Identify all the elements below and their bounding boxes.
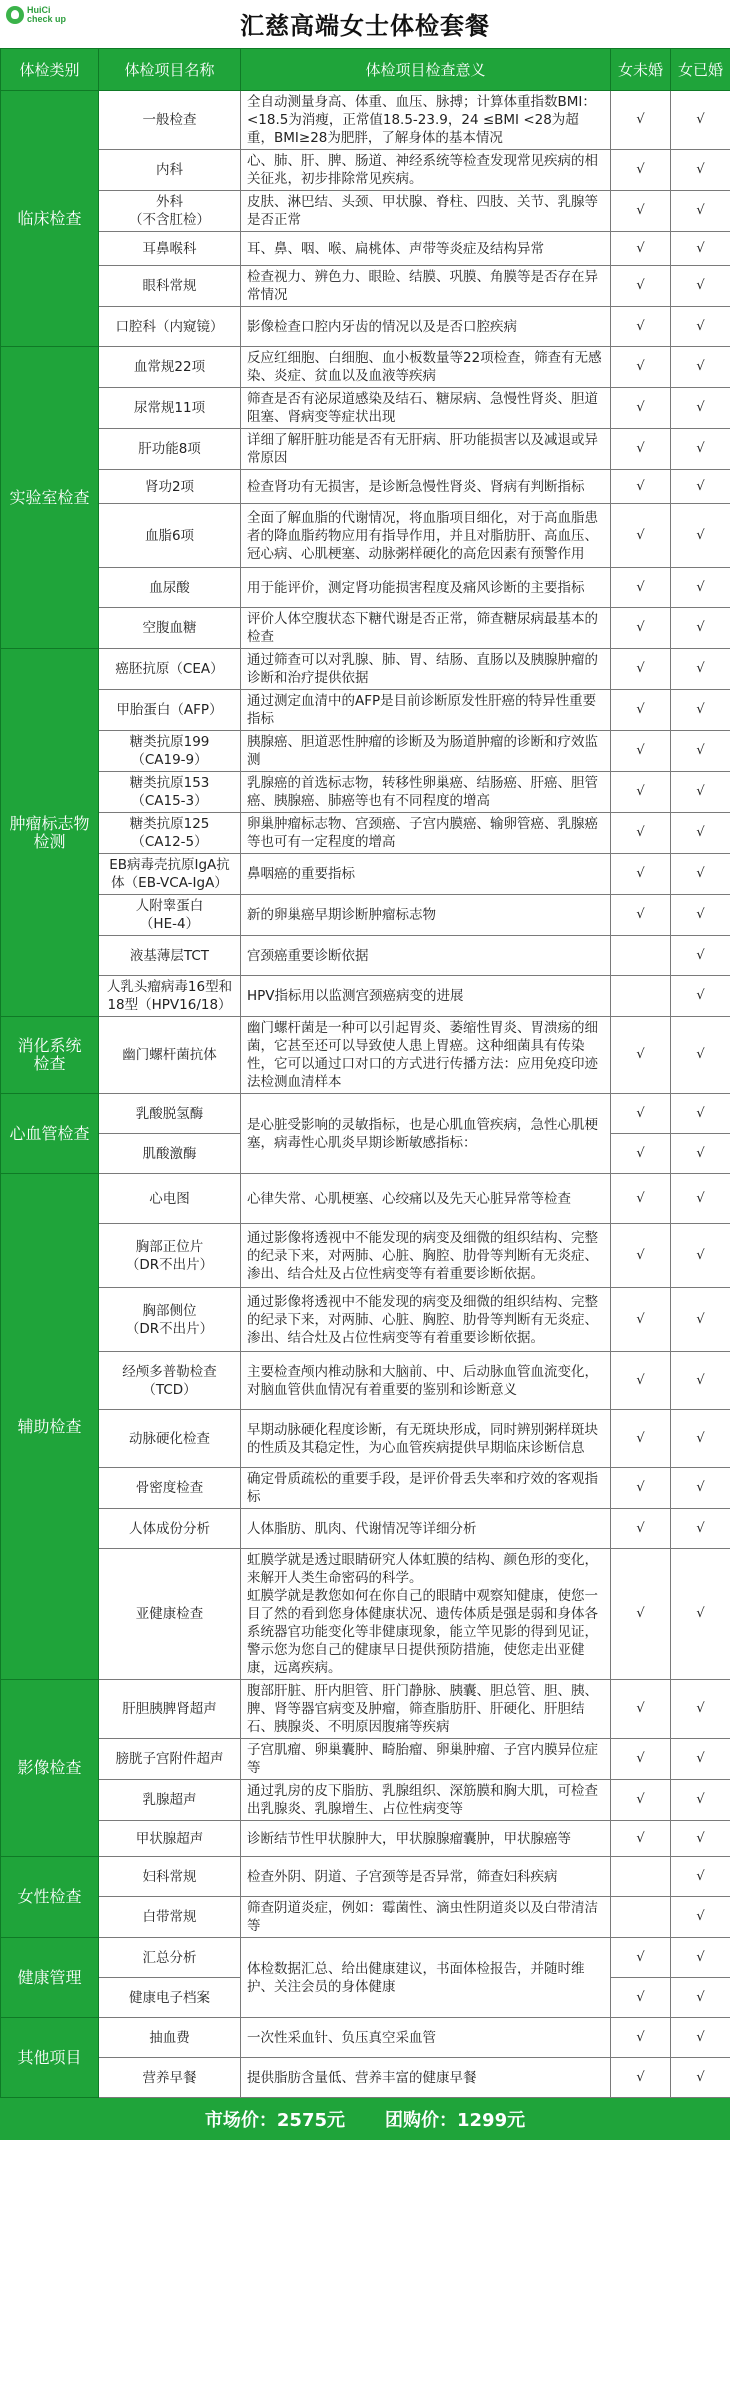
table-row [1, 1680, 730, 1739]
married-check-cell: √ [671, 1857, 730, 1897]
unmarried-check-cell: √ [611, 1780, 671, 1821]
unmarried-check-cell: √ [611, 1288, 671, 1352]
unmarried-check-cell: √ [611, 1978, 671, 2018]
married-check-cell: √ [671, 1938, 730, 1978]
married-check-cell: √ [671, 470, 730, 504]
item-description-cell: 筛查是否有泌尿道感染及结石、糖尿病、急慢性肾炎、胆道阻塞、肾病变等症状出现 [241, 388, 611, 429]
table-row [1, 1780, 730, 1821]
item-name-cell: 血脂6项 [99, 504, 241, 568]
item-name-cell: 口腔科（内窥镜） [99, 307, 241, 347]
item-name-cell: 营养早餐 [99, 2058, 241, 2098]
unmarried-check-cell: √ [611, 347, 671, 388]
item-description-cell: 全面了解血脂的代谢情况，将血脂项目细化，对于高血脂患者的降血脂药物应用有指导作用，并且对脂肪肝、高血压、冠心病、心肌梗塞、动脉粥样硬化的高危因素有预警作用 [241, 504, 611, 568]
item-description-cell: 通过影像将透视中不能发现的病变及细微的组织结构、完整的纪录下来，对两肺、心脏、胸腔、肋骨等判断有无炎症、渗出、结合灶及占位性病变等有着重要诊断依据。 [241, 1224, 611, 1288]
header [0, 0, 730, 48]
item-description-cell: 鼻咽癌的重要指标 [241, 854, 611, 895]
married-check-cell: √ [671, 2058, 730, 2098]
unmarried-check-cell: √ [611, 1680, 671, 1739]
item-description-cell: 通过筛查可以对乳腺、肺、胃、结肠、直肠以及胰腺肿瘤的诊断和治疗提供依据 [241, 649, 611, 690]
item-name-cell: 汇总分析 [99, 1938, 241, 1978]
item-description-cell: 检查外阴、阴道、子宫颈等是否异常，筛查妇科疾病 [241, 1857, 611, 1897]
married-check-cell: √ [671, 895, 730, 936]
table-row [1, 568, 730, 608]
married-check-cell: √ [671, 347, 730, 388]
unmarried-check-cell [611, 936, 671, 976]
table-row [1, 1897, 730, 1938]
col-header-category: 体检类别 [1, 49, 99, 91]
item-name-cell: 眼科常规 [99, 266, 241, 307]
item-name-cell: 空腹血糖 [99, 608, 241, 649]
married-check-cell: √ [671, 1288, 730, 1352]
married-check-cell: √ [671, 1739, 730, 1780]
item-description-cell: 反应红细胞、白细胞、血小板数量等22项检查，筛查有无感染、炎症、贫血以及血液等疾病 [241, 347, 611, 388]
checkup-table [0, 48, 730, 2098]
table-row [1, 1739, 730, 1780]
item-name-cell: 尿常规11项 [99, 388, 241, 429]
table-row [1, 1857, 730, 1897]
table-row [1, 266, 730, 307]
unmarried-check-cell: √ [611, 895, 671, 936]
table-row [1, 690, 730, 731]
category-cell: 影像检查 [1, 1680, 99, 1857]
market-price: 市场价：2575元 [204, 2110, 345, 2131]
married-check-cell: √ [671, 649, 730, 690]
table-row [1, 772, 730, 813]
married-check-cell: √ [671, 1174, 730, 1224]
table-row [1, 470, 730, 504]
item-name-cell: 幽门螺杆菌抗体 [99, 1017, 241, 1094]
unmarried-check-cell: √ [611, 150, 671, 191]
item-description-cell: 主要检查颅内椎动脉和大脑前、中、后动脉血管血流变化，对脑血管供血情况有着重要的鉴别和诊断意义 [241, 1352, 611, 1410]
table-row [1, 1821, 730, 1857]
item-name-cell: 骨密度检查 [99, 1468, 241, 1509]
item-name-cell: 肾功2项 [99, 470, 241, 504]
item-description-cell: 宫颈癌重要诊断依据 [241, 936, 611, 976]
item-description-cell: 详细了解肝脏功能是否有无肝病、肝功能损害以及减退或异常原因 [241, 429, 611, 470]
item-name-cell: 癌胚抗原（CEA） [99, 649, 241, 690]
unmarried-check-cell: √ [611, 91, 671, 150]
unmarried-check-cell: √ [611, 1410, 671, 1468]
item-description-cell: 乳腺癌的首选标志物，转移性卵巢癌、结肠癌、肝癌、胆管癌、胰腺癌、肺癌等也有不同程度的增高 [241, 772, 611, 813]
table-row [1, 347, 730, 388]
married-check-cell: √ [671, 813, 730, 854]
unmarried-check-cell: √ [611, 1739, 671, 1780]
table-row [1, 976, 730, 1017]
unmarried-check-cell: √ [611, 772, 671, 813]
table-row [1, 1938, 730, 1978]
item-description-cell: 人体脂肪、肌肉、代谢情况等详细分析 [241, 1509, 611, 1549]
unmarried-check-cell: √ [611, 608, 671, 649]
table-row [1, 895, 730, 936]
item-name-cell: 经颅多普勒检查 （TCD） [99, 1352, 241, 1410]
married-check-cell: √ [671, 266, 730, 307]
item-name-cell: 乳酸脱氢酶 [99, 1094, 241, 1134]
item-description-cell: 筛查阴道炎症，例如：霉菌性、滴虫性阴道炎以及白带清洁等 [241, 1897, 611, 1938]
table-row [1, 936, 730, 976]
unmarried-check-cell: √ [611, 854, 671, 895]
item-description-cell: HPV指标用以监测宫颈癌病变的进展 [241, 976, 611, 1017]
item-description-cell: 检查视力、辨色力、眼睑、结膜、巩膜、角膜等是否存在异常情况 [241, 266, 611, 307]
logo-line2: check up [27, 14, 67, 24]
item-name-cell: 人体成份分析 [99, 1509, 241, 1549]
category-cell: 实验室检查 [1, 347, 99, 649]
married-check-cell: √ [671, 1352, 730, 1410]
item-name-cell: 糖类抗原153 （CA15-3） [99, 772, 241, 813]
unmarried-check-cell: √ [611, 2058, 671, 2098]
item-name-cell: 妇科常规 [99, 1857, 241, 1897]
unmarried-check-cell: √ [611, 307, 671, 347]
price-footer [0, 2098, 730, 2140]
item-description-cell: 诊断结节性甲状腺肿大，甲状腺腺瘤囊肿，甲状腺癌等 [241, 1821, 611, 1857]
married-check-cell: √ [671, 1094, 730, 1134]
table-row [1, 1549, 730, 1680]
unmarried-check-cell: √ [611, 1224, 671, 1288]
married-check-cell: √ [671, 1134, 730, 1174]
unmarried-check-cell: √ [611, 266, 671, 307]
table-row [1, 388, 730, 429]
col-header-description: 体检项目检查意义 [241, 49, 611, 91]
unmarried-check-cell: √ [611, 813, 671, 854]
item-name-cell: 人附睾蛋白 （HE-4） [99, 895, 241, 936]
married-check-cell: √ [671, 307, 730, 347]
married-check-cell: √ [671, 504, 730, 568]
unmarried-check-cell: √ [611, 470, 671, 504]
item-name-cell: 甲胎蛋白（AFP） [99, 690, 241, 731]
item-description-cell: 全自动测量身高、体重、血压、脉搏；计算体重指数BMI：<18.5为消瘦，正常值18.5-23.9，24 ≤BMI <28为超重，BMI≥28为肥胖，了解身体的基本情况 [241, 91, 611, 150]
table-row [1, 232, 730, 266]
item-description-cell: 腹部肝脏、肝内胆管、肝门静脉、胰囊、胆总管、胆、胰、脾、肾等器官病变及肿瘤，筛查脂肪肝、肝硬化、肝胆结石、胰腺炎、不明原因腹痛等疾病 [241, 1680, 611, 1739]
item-name-cell: 亚健康检查 [99, 1549, 241, 1680]
unmarried-check-cell: √ [611, 1174, 671, 1224]
table-row [1, 1094, 730, 1134]
married-check-cell: √ [671, 2018, 730, 2058]
item-description-cell: 确定骨质疏松的重要手段，是评价骨丢失率和疗效的客观指标 [241, 1468, 611, 1509]
item-description-cell: 幽门螺杆菌是一种可以引起胃炎、萎缩性胃炎、胃溃疡的细菌，它甚至还可以导致使人患上胃癌。这种细菌具有传染性，它可以通过口对口的方式进行传播方法：应用免疫印迹法检测血清样本 [241, 1017, 611, 1094]
married-check-cell: √ [671, 568, 730, 608]
married-check-cell: √ [671, 150, 730, 191]
married-check-cell: √ [671, 429, 730, 470]
table-row [1, 307, 730, 347]
item-name-cell: 肝胆胰脾肾超声 [99, 1680, 241, 1739]
item-name-cell: 内科 [99, 150, 241, 191]
married-check-cell: √ [671, 1680, 730, 1739]
table-row [1, 1509, 730, 1549]
married-check-cell: √ [671, 191, 730, 232]
category-cell: 肿瘤标志物 检测 [1, 649, 99, 1017]
table-row [1, 1288, 730, 1352]
married-check-cell: √ [671, 1821, 730, 1857]
item-name-cell: 耳鼻喉科 [99, 232, 241, 266]
unmarried-check-cell: √ [611, 1509, 671, 1549]
unmarried-check-cell: √ [611, 568, 671, 608]
unmarried-check-cell: √ [611, 1468, 671, 1509]
married-check-cell: √ [671, 232, 730, 266]
item-description-cell: 是心脏受影响的灵敏指标，也是心肌血管疾病，急性心肌梗塞，病毒性心肌炎早期诊断敏感指标： [241, 1094, 611, 1174]
item-name-cell: 人乳头瘤病毒16型和18型（HPV16/18） [99, 976, 241, 1017]
table-row [1, 649, 730, 690]
item-description-cell: 胰腺癌、胆道恶性肿瘤的诊断及为肠道肿瘤的诊断和疗效监测 [241, 731, 611, 772]
unmarried-check-cell: √ [611, 1352, 671, 1410]
unmarried-check-cell: √ [611, 1549, 671, 1680]
item-description-cell: 卵巢肿瘤标志物、宫颈癌、子宫内膜癌、输卵管癌、乳腺癌等也可有一定程度的增高 [241, 813, 611, 854]
item-name-cell: 一般检查 [99, 91, 241, 150]
item-name-cell: 心电图 [99, 1174, 241, 1224]
category-cell: 健康管理 [1, 1938, 99, 2018]
item-description-cell: 检查肾功有无损害，是诊断急慢性肾炎、肾病有判断指标 [241, 470, 611, 504]
table-row [1, 1352, 730, 1410]
col-header-married: 女已婚 [671, 49, 730, 91]
married-check-cell: √ [671, 976, 730, 1017]
unmarried-check-cell: √ [611, 191, 671, 232]
table-row [1, 1224, 730, 1288]
item-description-cell: 新的卵巢癌早期诊断肿瘤标志物 [241, 895, 611, 936]
married-check-cell: √ [671, 1780, 730, 1821]
item-name-cell: 乳腺超声 [99, 1780, 241, 1821]
col-header-unmarried: 女未婚 [611, 49, 671, 91]
table-row [1, 504, 730, 568]
group-price: 团购价：1299元 [385, 2110, 526, 2131]
item-name-cell: 健康电子档案 [99, 1978, 241, 2018]
table-row [1, 91, 730, 150]
item-description-cell: 虹膜学就是透过眼睛研究人体虹膜的结构、颜色形的变化，来解开人类生命密码的科学。 虹膜学就是教您如何在你自己的眼睛中观察知健康，使您一目了然的看到您身体健康状况、遗传体质是强是弱和身体各系统器官功能变化等非健康现象，能立竿见影的得到见证，警示您为您自己的健康早日提供预防措施，使您走出亚健康，远离疾病。 [241, 1549, 611, 1680]
table-row [1, 150, 730, 191]
item-description-cell: 早期动脉硬化程度诊断，有无斑块形成，同时辨别粥样斑块的性质及其稳定性，为心血管疾病提供早期临床诊断信息 [241, 1410, 611, 1468]
item-name-cell: 外科 （不含肛检） [99, 191, 241, 232]
item-description-cell: 提供脂肪含量低、营养丰富的健康早餐 [241, 2058, 611, 2098]
married-check-cell: √ [671, 731, 730, 772]
category-cell: 消化系统 检查 [1, 1017, 99, 1094]
item-name-cell: 膀胱子宫附件超声 [99, 1739, 241, 1780]
unmarried-check-cell: √ [611, 731, 671, 772]
married-check-cell: √ [671, 91, 730, 150]
item-name-cell: 甲状腺超声 [99, 1821, 241, 1857]
unmarried-check-cell [611, 1897, 671, 1938]
married-check-cell: √ [671, 1224, 730, 1288]
table-row [1, 1410, 730, 1468]
item-name-cell: 肝功能8项 [99, 429, 241, 470]
item-name-cell: 白带常规 [99, 1897, 241, 1938]
table-header-row [1, 49, 730, 91]
married-check-cell: √ [671, 608, 730, 649]
item-description-cell: 一次性采血针、负压真空采血管 [241, 2018, 611, 2058]
unmarried-check-cell [611, 1857, 671, 1897]
table-row [1, 813, 730, 854]
item-description-cell: 评价人体空腹状态下糖代谢是否正常，筛查糖尿病最基本的检查 [241, 608, 611, 649]
unmarried-check-cell: √ [611, 388, 671, 429]
married-check-cell: √ [671, 1017, 730, 1094]
item-description-cell: 用于能评价，测定肾功能损害程度及痛风诊断的主要指标 [241, 568, 611, 608]
married-check-cell: √ [671, 1549, 730, 1680]
item-name-cell: 液基薄层TCT [99, 936, 241, 976]
item-name-cell: 糖类抗原125 （CA12-5） [99, 813, 241, 854]
item-name-cell: EB病毒壳抗原IgA抗体（EB-VCA-IgA） [99, 854, 241, 895]
table-row [1, 2018, 730, 2058]
table-row [1, 1017, 730, 1094]
item-description-cell: 体检数据汇总、给出健康建议，书面体检报告，并随时维护、关注会员的身体健康 [241, 1938, 611, 2018]
married-check-cell: √ [671, 1897, 730, 1938]
page-title: 汇慈高端女士体检套餐 [240, 12, 490, 40]
unmarried-check-cell: √ [611, 504, 671, 568]
married-check-cell: √ [671, 936, 730, 976]
unmarried-check-cell: √ [611, 1017, 671, 1094]
table-row [1, 191, 730, 232]
married-check-cell: √ [671, 1468, 730, 1509]
item-description-cell: 影像检查口腔内牙齿的情况以及是否口腔疾病 [241, 307, 611, 347]
table-row [1, 1174, 730, 1224]
unmarried-check-cell: √ [611, 1938, 671, 1978]
married-check-cell: √ [671, 388, 730, 429]
item-description-cell: 心律失常、心肌梗塞、心绞痛以及先天心脏异常等检查 [241, 1174, 611, 1224]
table-row [1, 1468, 730, 1509]
unmarried-check-cell: √ [611, 690, 671, 731]
unmarried-check-cell: √ [611, 429, 671, 470]
item-description-cell: 通过影像将透视中不能发现的病变及细微的组织结构、完整的纪录下来，对两肺、心脏、胸腔、肋骨等判断有无炎症、渗出、结合灶及占位性病变等有着重要诊断依据。 [241, 1288, 611, 1352]
unmarried-check-cell: √ [611, 649, 671, 690]
item-name-cell: 血常规22项 [99, 347, 241, 388]
unmarried-check-cell: √ [611, 1134, 671, 1174]
item-description-cell: 子宫肌瘤、卵巢囊肿、畸胎瘤、卵巢肿瘤、子宫内膜异位症等 [241, 1739, 611, 1780]
category-cell: 心血管检查 [1, 1094, 99, 1174]
item-description-cell: 通过测定血清中的AFP是目前诊断原发性肝癌的特异性重要指标 [241, 690, 611, 731]
category-cell: 临床检查 [1, 91, 99, 347]
col-header-item: 体检项目名称 [99, 49, 241, 91]
category-cell: 女性检查 [1, 1857, 99, 1938]
unmarried-check-cell: √ [611, 1094, 671, 1134]
married-check-cell: √ [671, 1410, 730, 1468]
unmarried-check-cell [611, 976, 671, 1017]
item-description-cell: 皮肤、淋巴结、头颈、甲状腺、脊柱、四肢、关节、乳腺等是否正常 [241, 191, 611, 232]
item-description-cell: 通过乳房的皮下脂肪、乳腺组织、深筋膜和胸大肌，可检查出乳腺炎、乳腺增生、占位性病变等 [241, 1780, 611, 1821]
married-check-cell: √ [671, 772, 730, 813]
category-cell: 其他项目 [1, 2018, 99, 2098]
table-row [1, 2058, 730, 2098]
unmarried-check-cell: √ [611, 1821, 671, 1857]
category-cell: 辅助检查 [1, 1174, 99, 1680]
item-name-cell: 胸部正位片 （DR不出片） [99, 1224, 241, 1288]
item-name-cell: 血尿酸 [99, 568, 241, 608]
logo-line1: HuiCi [27, 5, 51, 15]
item-description-cell: 耳、鼻、咽、喉、扁桃体、声带等炎症及结构异常 [241, 232, 611, 266]
married-check-cell: √ [671, 1978, 730, 2018]
item-name-cell: 抽血费 [99, 2018, 241, 2058]
unmarried-check-cell: √ [611, 232, 671, 266]
item-name-cell: 糖类抗原199 （CA19-9） [99, 731, 241, 772]
item-name-cell: 胸部侧位 （DR不出片） [99, 1288, 241, 1352]
married-check-cell: √ [671, 1509, 730, 1549]
table-row [1, 429, 730, 470]
married-check-cell: √ [671, 854, 730, 895]
table-row [1, 608, 730, 649]
table-row [1, 854, 730, 895]
table-row [1, 731, 730, 772]
item-name-cell: 肌酸激酶 [99, 1134, 241, 1174]
table-body [1, 91, 730, 2098]
item-name-cell: 动脉硬化检查 [99, 1410, 241, 1468]
married-check-cell: √ [671, 690, 730, 731]
item-description-cell: 心、肺、肝、脾、肠道、神经系统等检查发现常见疾病的相关征兆，初步排除常见疾病。 [241, 150, 611, 191]
unmarried-check-cell: √ [611, 2018, 671, 2058]
